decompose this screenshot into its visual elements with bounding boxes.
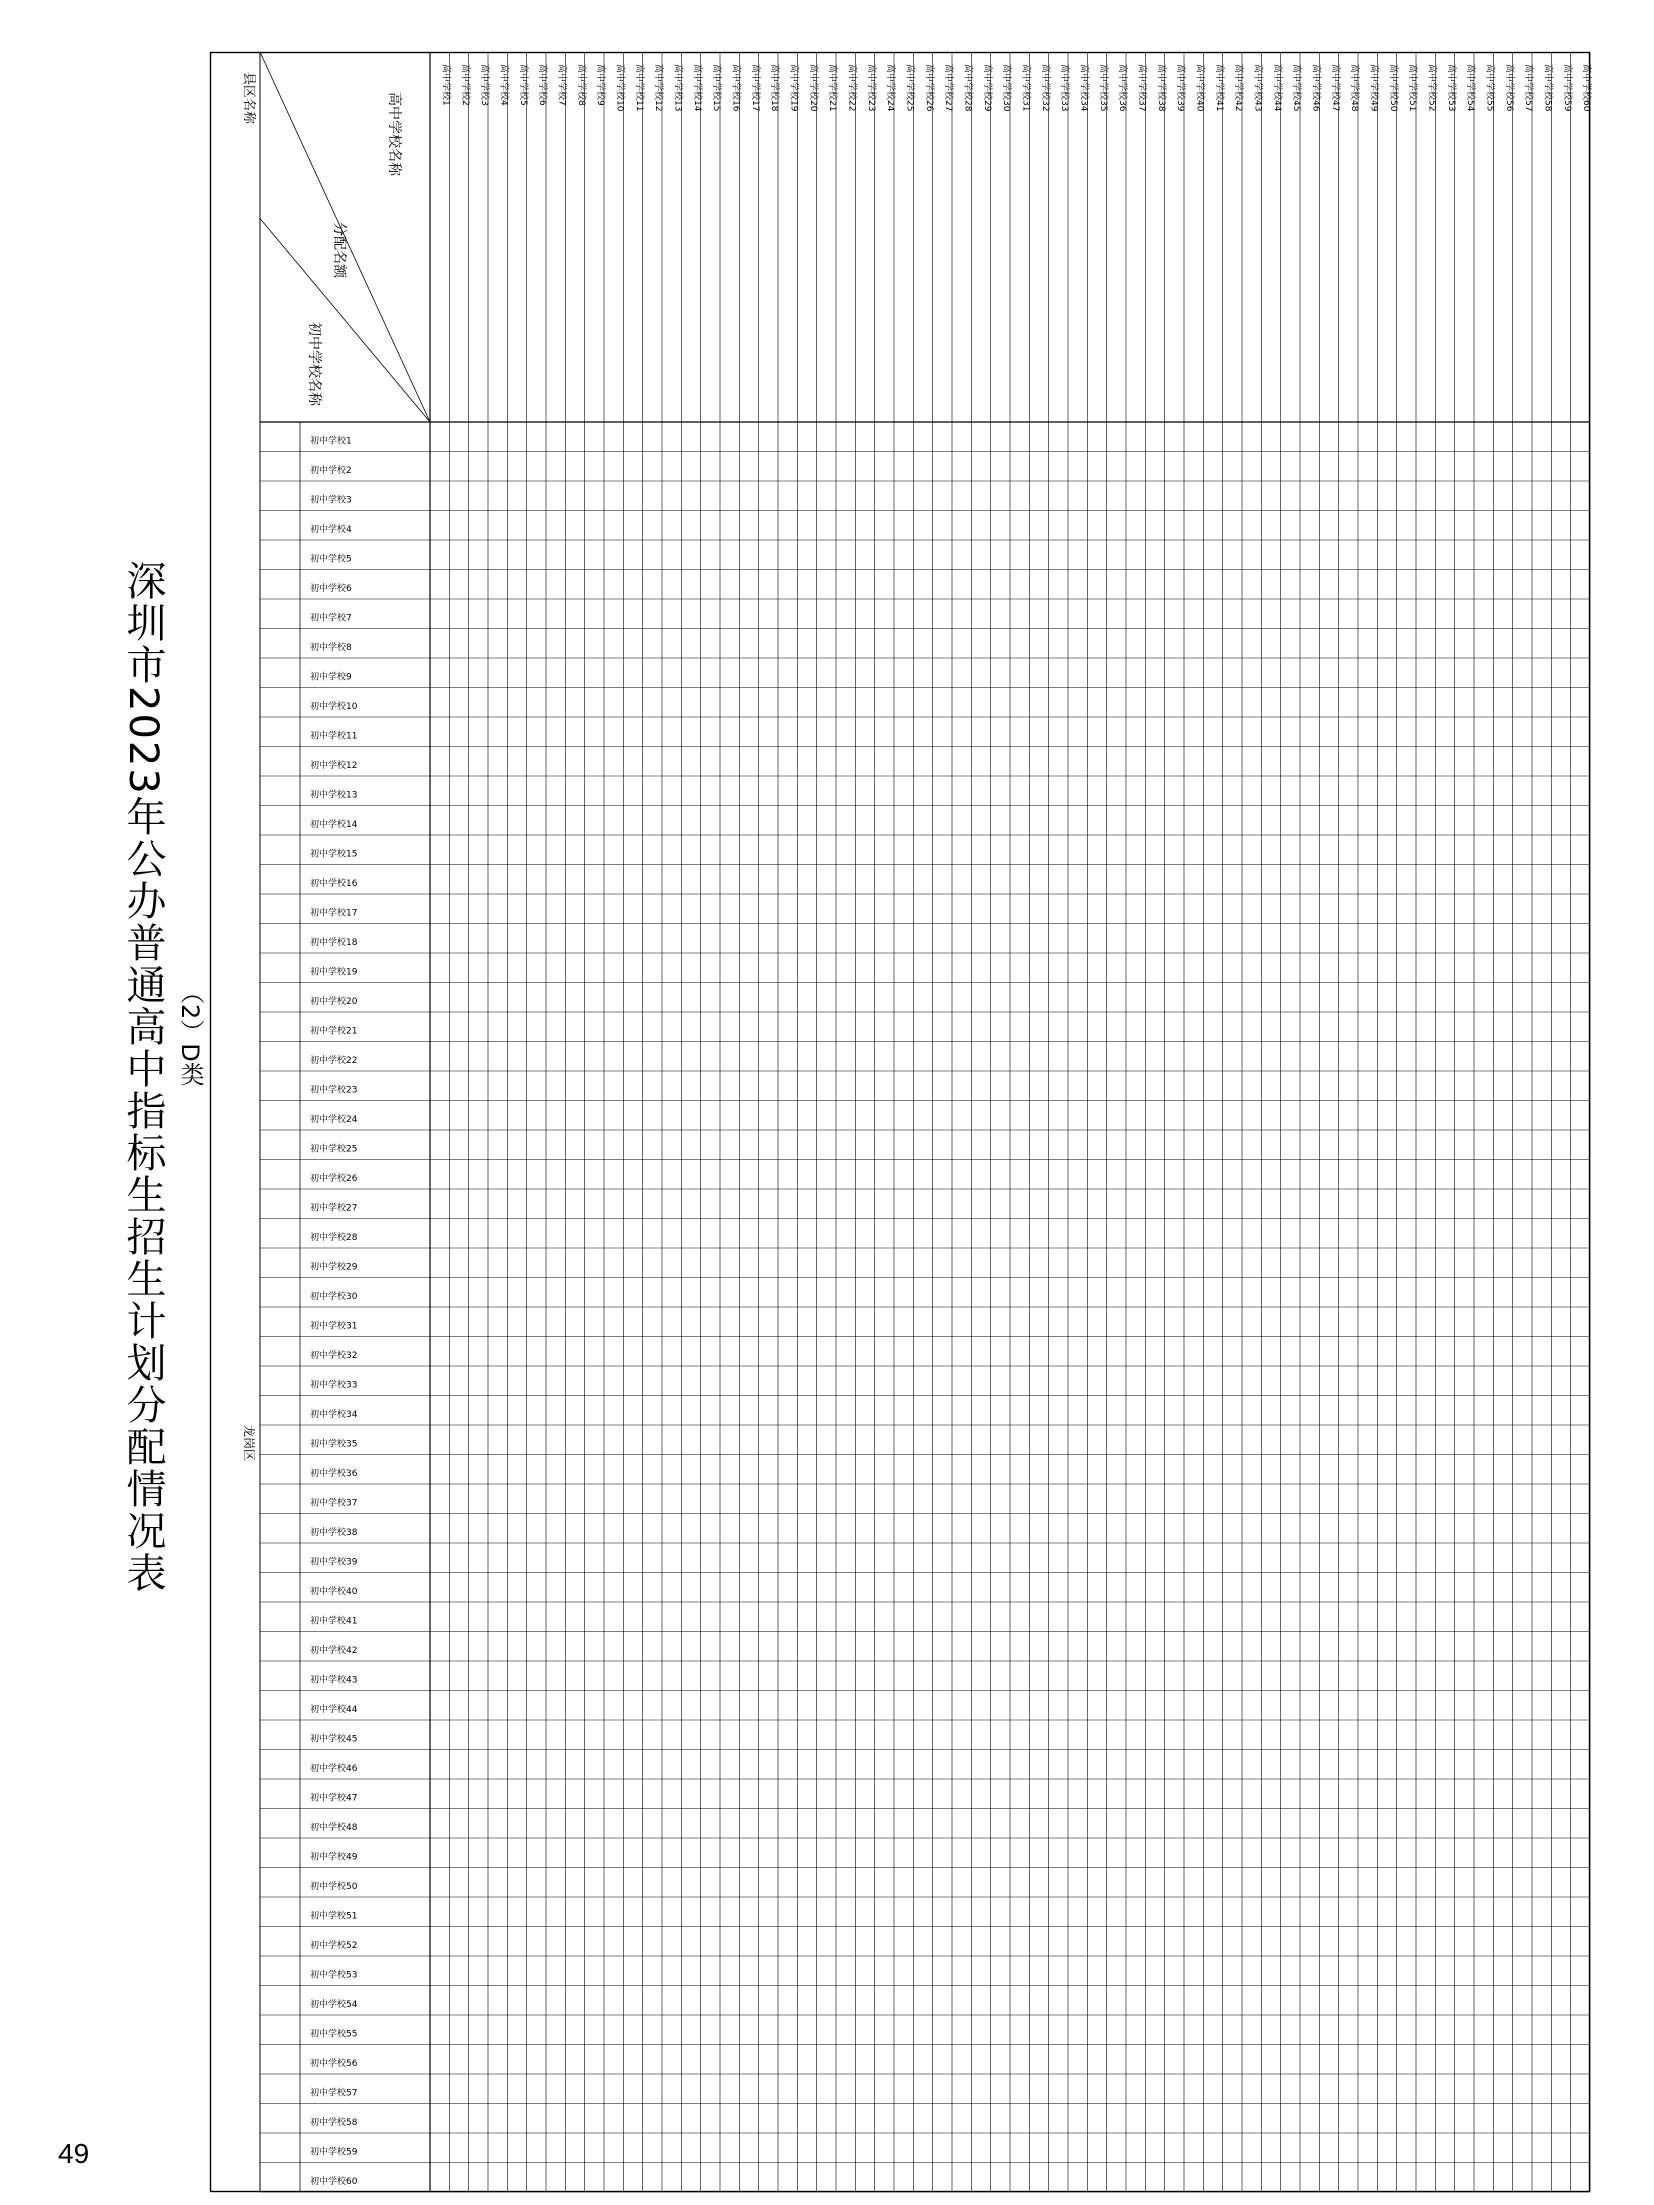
high-school-column-label: 高中学校19 [788, 64, 799, 112]
middle-school-row-label: 初中学校39 [310, 1557, 358, 1568]
high-school-column-label: 高中学校60 [1581, 64, 1592, 112]
page-title: 深圳市2023年公办普通高中指标生招生计划分配情况表 [120, 560, 166, 1594]
middle-school-row-label: 初中学校5 [310, 554, 352, 565]
high-school-column-label: 高中学校28 [962, 64, 973, 112]
high-school-column-label: 高中学校10 [614, 64, 625, 112]
middle-school-label: 初中学校名称 [306, 322, 322, 406]
high-school-column-label: 高中学校25 [904, 64, 915, 112]
middle-school-row-label: 初中学校23 [310, 1085, 358, 1096]
high-school-column-label: 高中学校32 [1039, 64, 1050, 112]
high-school-column-label: 高中学校21 [827, 64, 838, 112]
high-school-column-label: 高中学校33 [1059, 64, 1070, 112]
high-school-column-label: 高中学校14 [691, 64, 702, 112]
high-school-column-label: 高中学校4 [498, 64, 509, 106]
middle-school-row-label: 初中学校57 [310, 2088, 358, 2099]
middle-school-row-label: 初中学校13 [310, 790, 358, 801]
high-school-column-label: 高中学校31 [1020, 64, 1031, 112]
middle-school-row-label: 初中学校29 [310, 1262, 358, 1273]
middle-school-row-label: 初中学校40 [310, 1587, 358, 1597]
middle-school-row-label: 初中学校59 [310, 2147, 358, 2158]
middle-school-row-label: 初中学校26 [310, 1174, 358, 1184]
middle-school-row-label: 初中学校43 [310, 1675, 358, 1686]
middle-school-row-label: 初中学校53 [310, 1970, 358, 1981]
high-school-column-label: 高中学校53 [1445, 64, 1456, 112]
middle-school-row-label: 初中学校1 [310, 436, 352, 447]
middle-school-row-label: 初中学校16 [310, 879, 358, 889]
middle-school-row-label: 初中学校34 [310, 1410, 358, 1420]
middle-school-row-label: 初中学校17 [310, 908, 358, 919]
middle-school-row-label: 初中学校55 [310, 2029, 358, 2040]
middle-school-rows [310, 435, 358, 2188]
middle-school-row-label: 初中学校11 [310, 731, 358, 742]
middle-school-row-label: 初中学校32 [310, 1351, 358, 1361]
high-school-column-label: 高中学校3 [479, 64, 490, 106]
middle-school-row-label: 初中学校7 [310, 613, 352, 624]
high-school-column-label: 高中学校1 [440, 64, 451, 106]
high-school-column-label: 高中学校36 [1117, 64, 1128, 112]
high-school-column-label: 高中学校17 [749, 64, 760, 112]
middle-school-row-label: 初中学校4 [310, 525, 352, 535]
high-school-column-label: 高中学校57 [1523, 64, 1534, 112]
page-subtitle: （2）D类 [176, 980, 204, 1086]
high-school-column-label: 高中学校7 [556, 64, 567, 106]
high-school-label: 高中学校名称 [386, 92, 402, 176]
middle-school-row-label: 初中学校60 [310, 2177, 358, 2187]
middle-school-row-label: 初中学校28 [310, 1233, 358, 1243]
high-school-columns [441, 64, 1594, 112]
title-block [120, 560, 210, 1660]
middle-school-row-label: 初中学校51 [310, 1911, 358, 1922]
middle-school-row-label: 初中学校31 [310, 1321, 358, 1332]
high-school-column-label: 高中学校34 [1078, 64, 1089, 112]
middle-school-row-label: 初中学校14 [310, 820, 358, 830]
high-school-column-label: 高中学校22 [846, 64, 857, 112]
high-school-column-label: 高中学校12 [653, 64, 664, 112]
high-school-column-label: 高中学校30 [1001, 64, 1012, 112]
high-school-column-label: 高中学校49 [1368, 64, 1379, 112]
high-school-column-label: 高中学校16 [730, 64, 741, 112]
allocation-label: 分配名额 [331, 222, 347, 278]
high-school-column-label: 高中学校56 [1503, 64, 1514, 112]
middle-school-row-label: 初中学校47 [310, 1793, 358, 1804]
middle-school-row-label: 初中学校50 [310, 1882, 358, 1892]
high-school-column-label: 高中学校35 [1097, 64, 1108, 112]
middle-school-row-label: 初中学校52 [310, 1941, 358, 1951]
allocation-table [210, 52, 1590, 2192]
table-frame [211, 53, 1590, 2192]
middle-school-row-label: 初中学校36 [310, 1469, 358, 1479]
middle-school-row-label: 初中学校42 [310, 1646, 358, 1656]
middle-school-row-label: 初中学校20 [310, 997, 358, 1007]
middle-school-row-label: 初中学校18 [310, 938, 358, 948]
high-school-column-label: 高中学校39 [1175, 64, 1186, 112]
middle-school-row-label: 初中学校21 [310, 1026, 358, 1037]
middle-school-row-label: 初中学校27 [310, 1203, 358, 1214]
high-school-column-label: 高中学校2 [459, 64, 470, 106]
middle-school-row-label: 初中学校45 [310, 1734, 358, 1745]
middle-school-row-label: 初中学校33 [310, 1380, 358, 1391]
district-label: 县区名称 [241, 72, 256, 125]
high-school-column-label: 高中学校29 [981, 64, 992, 112]
high-school-column-label: 高中学校6 [537, 64, 548, 106]
high-school-column-label: 高中学校27 [943, 64, 954, 112]
middle-school-row-label: 初中学校35 [310, 1439, 358, 1450]
high-school-column-label: 高中学校26 [923, 64, 934, 112]
middle-school-row-label: 初中学校9 [310, 672, 352, 683]
middle-school-row-label: 初中学校22 [310, 1056, 358, 1066]
middle-school-row-label: 初中学校15 [310, 849, 358, 860]
high-school-column-label: 高中学校43 [1252, 64, 1263, 112]
high-school-column-label: 高中学校23 [865, 64, 876, 112]
high-school-column-label: 高中学校15 [711, 64, 722, 112]
page-number: 49 [58, 2138, 90, 2169]
middle-school-row-label: 初中学校56 [310, 2059, 358, 2069]
middle-school-row-label: 初中学校2 [310, 466, 352, 476]
high-school-column-label: 高中学校18 [769, 64, 780, 112]
middle-school-row-label: 初中学校49 [310, 1852, 358, 1863]
high-school-column-label: 高中学校11 [633, 64, 644, 112]
high-school-column-label: 高中学校47 [1329, 64, 1340, 112]
high-school-column-label: 高中学校46 [1310, 64, 1321, 112]
high-school-column-label: 高中学校37 [1136, 64, 1147, 112]
high-school-column-label: 高中学校51 [1407, 64, 1418, 112]
middle-school-row-label: 初中学校8 [310, 643, 352, 653]
high-school-column-label: 高中学校5 [517, 64, 528, 106]
high-school-column-label: 高中学校58 [1542, 64, 1553, 112]
high-school-column-label: 高中学校59 [1561, 64, 1572, 112]
table-grid [211, 52, 1591, 2192]
high-school-column-label: 高中学校41 [1213, 64, 1224, 112]
middle-school-row-label: 初中学校54 [310, 2000, 358, 2010]
high-school-column-label: 高中学校24 [885, 64, 896, 112]
high-school-column-label: 高中学校55 [1484, 64, 1495, 112]
district-value: 龙岗区 [242, 1425, 256, 1462]
middle-school-row-label: 初中学校30 [310, 1292, 358, 1302]
high-school-column-label: 高中学校42 [1233, 64, 1244, 112]
high-school-column-label: 高中学校40 [1194, 64, 1205, 112]
high-school-column-label: 高中学校48 [1349, 64, 1360, 112]
middle-school-row-label: 初中学校38 [310, 1528, 358, 1538]
middle-school-row-label: 初中学校44 [310, 1705, 358, 1715]
middle-school-row-label: 初中学校37 [310, 1498, 358, 1509]
middle-school-row-label: 初中学校6 [310, 584, 352, 594]
middle-school-row-label: 初中学校48 [310, 1823, 358, 1833]
middle-school-row-label: 初中学校12 [310, 761, 358, 771]
middle-school-row-label: 初中学校46 [310, 1764, 358, 1774]
middle-school-row-label: 初中学校24 [310, 1115, 358, 1125]
high-school-column-label: 高中学校13 [672, 64, 683, 112]
high-school-column-label: 高中学校54 [1465, 64, 1476, 112]
middle-school-row-label: 初中学校25 [310, 1144, 358, 1155]
high-school-column-label: 高中学校45 [1291, 64, 1302, 112]
middle-school-row-label: 初中学校58 [310, 2118, 358, 2128]
high-school-column-label: 高中学校50 [1387, 64, 1398, 112]
middle-school-row-label: 初中学校41 [310, 1616, 358, 1627]
middle-school-row-label: 初中学校10 [310, 702, 358, 712]
middle-school-row-label: 初中学校3 [310, 495, 352, 506]
high-school-column-label: 高中学校52 [1426, 64, 1437, 112]
high-school-column-label: 高中学校38 [1155, 64, 1166, 112]
middle-school-row-label: 初中学校19 [310, 967, 358, 978]
high-school-column-label: 高中学校9 [595, 64, 606, 106]
high-school-column-label: 高中学校44 [1271, 64, 1282, 112]
high-school-column-label: 高中学校8 [575, 64, 586, 106]
high-school-column-label: 高中学校20 [807, 64, 818, 112]
